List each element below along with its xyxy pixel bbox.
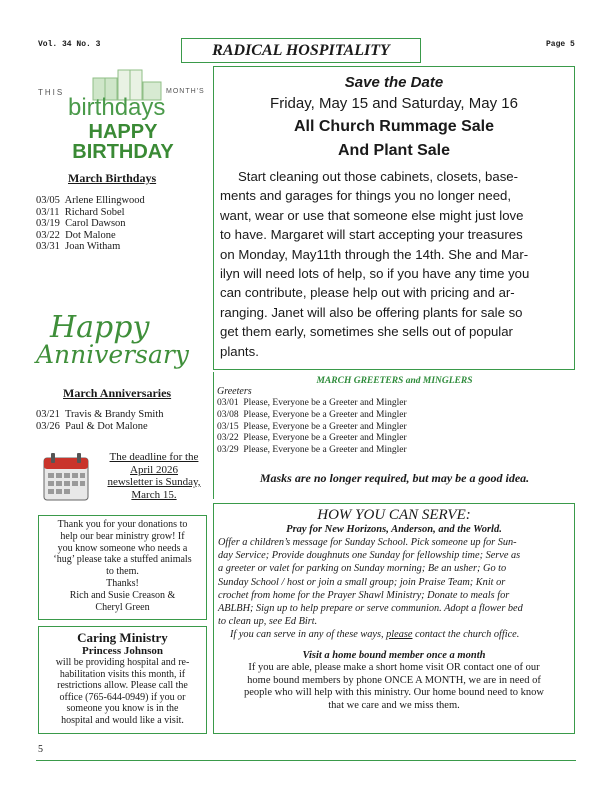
list-item: 03/22 Dot Malone	[36, 229, 116, 241]
greeters-list	[217, 398, 575, 457]
logo-this: THIS	[38, 88, 65, 97]
list-item: 03/26 Paul & Dot Malone	[36, 420, 148, 432]
list-item: 03/21 Travis & Brandy Smith	[36, 409, 164, 420]
greeters-section	[213, 372, 575, 499]
save-date-title: Save the Date	[344, 74, 444, 91]
save-date-body: Start cleaning out those cabinets, closets, base- ments and garages for things you no longer need, want, wear or use that someone else might just love to have. Margaret will start accepting your treasures on Monday, May11th through the 14th. She and Mar- ilyn will need lots of help, so if you have any time you can contribute, please help out with pricing and ar- ranging. Janet will also be offering plants for sale so get them early, sometimes she sells out of popular plants.	[220, 169, 530, 359]
deadline-notice: The deadline for the April 2026 newsletter is Sunday, March 15.	[107, 451, 201, 501]
serve-title: HOW YOU CAN SERVE:	[317, 507, 471, 523]
anniversaries-list	[36, 409, 163, 432]
pray-line: Pray for New Horizons, Anderson, and the World.	[286, 524, 502, 535]
page-number: 5	[38, 744, 43, 755]
list-item: 03/19 Carol Dawson	[36, 218, 126, 229]
caring-title: Caring Ministry	[77, 630, 168, 645]
happy-text: HAPPY	[88, 121, 158, 143]
anniversaries-heading: March Anniversaries	[63, 386, 172, 400]
birthday-text: BIRTHDAY	[72, 141, 174, 163]
save-date-dates: Friday, May 15 and Saturday, May 16	[270, 95, 518, 112]
birthdays-heading: March Birthdays	[68, 171, 157, 185]
greeters-subheading: Greeters	[217, 386, 252, 397]
caring-ministry-box: Caring Ministry Princess Johnson will be providing hospital and re- habilitation visits this month, if restrictions allow. Please call the office (765-644-0949) if you or someone you know is in the hospital and would like a visit.	[38, 626, 207, 734]
logo-months: MONTH'S	[166, 88, 205, 95]
visit-body: If you are able, please make a short home visit OR contact one of our home bound members by phone ONCE A MONTH, we are in need of people who will help with this ministry. Our home bound need to know that we care and we miss them.	[244, 662, 544, 711]
list-item: 03/05 Arlene Ellingwood	[36, 195, 145, 206]
script-happy: Happy	[50, 310, 150, 345]
list-item: 03/29 Please, Everyone be a Greeter and Mingler	[217, 445, 407, 456]
list-item: 03/11 Richard Sobel	[36, 206, 125, 218]
list-item: 03/31 Joan Witham	[36, 241, 121, 252]
greeters-heading: MARCH GREETERS and MINGLERS	[316, 376, 473, 386]
birthdays-list	[36, 195, 145, 253]
list-item: 03/01 Please, Everyone be a Greeter and Mingler	[217, 398, 407, 408]
serve-body: Offer a children’s message for Sunday School. Pick someone up for Sun- day Service; Provide doughnuts one Sunday for fellowship time; Serve as a greeter or valet for parking on Sunday morning; Be an usher; Go to Sunday School / host or join a small group; join Praise Team; Knit or crochet from home for the Prayer Shawl Ministry; Donate to meals for ABLBH; Sign up to help prepare or serve communion. Adopt a flower bed to clean up, see Ed Birt.	[218, 537, 523, 628]
section-title: RADICAL HOSPITALITY	[212, 42, 390, 59]
event-title-1: All Church Rummage Sale	[293, 118, 495, 135]
script-anniversary: Anniversary	[36, 340, 189, 369]
list-item: 03/15 Please, Everyone be a Greeter and Mingler	[217, 421, 407, 432]
bear-ministry-box: Thank you for your donations to help our bear ministry grow! If you know someone who needs a ‘hug’ please take a stuffed animals to them. Thanks! Rich and Susie Creason & Cheryl Green	[38, 515, 207, 620]
volume-label: Vol. 34 No. 3	[38, 40, 101, 49]
calendar-icon	[43, 452, 89, 502]
contact-line: If you can serve in any of these ways, please contact the church office.	[230, 629, 520, 641]
page-label: Page 5	[546, 40, 575, 49]
section-title-box	[181, 38, 421, 63]
list-item: 03/22 Please, Everyone be a Greeter and Mingler	[217, 433, 407, 444]
caring-name: Princess Johnson	[82, 645, 163, 657]
footer-rule	[36, 760, 576, 761]
how-you-can-serve-box	[213, 503, 575, 734]
visit-heading: Visit a home bound member once a month	[302, 650, 486, 662]
save-the-date-box	[213, 66, 575, 370]
happy-birthday	[38, 122, 208, 162]
event-title-2: And Plant Sale	[337, 142, 451, 159]
masks-notice: Masks are no longer required, but may be a good idea.	[259, 470, 530, 485]
contact-please-link: please	[386, 629, 413, 641]
list-item: 03/08 Please, Everyone be a Greeter and Mingler	[217, 409, 407, 420]
birthdays-logo	[38, 64, 208, 122]
logo-birthdays-word: birthdays	[68, 94, 166, 121]
